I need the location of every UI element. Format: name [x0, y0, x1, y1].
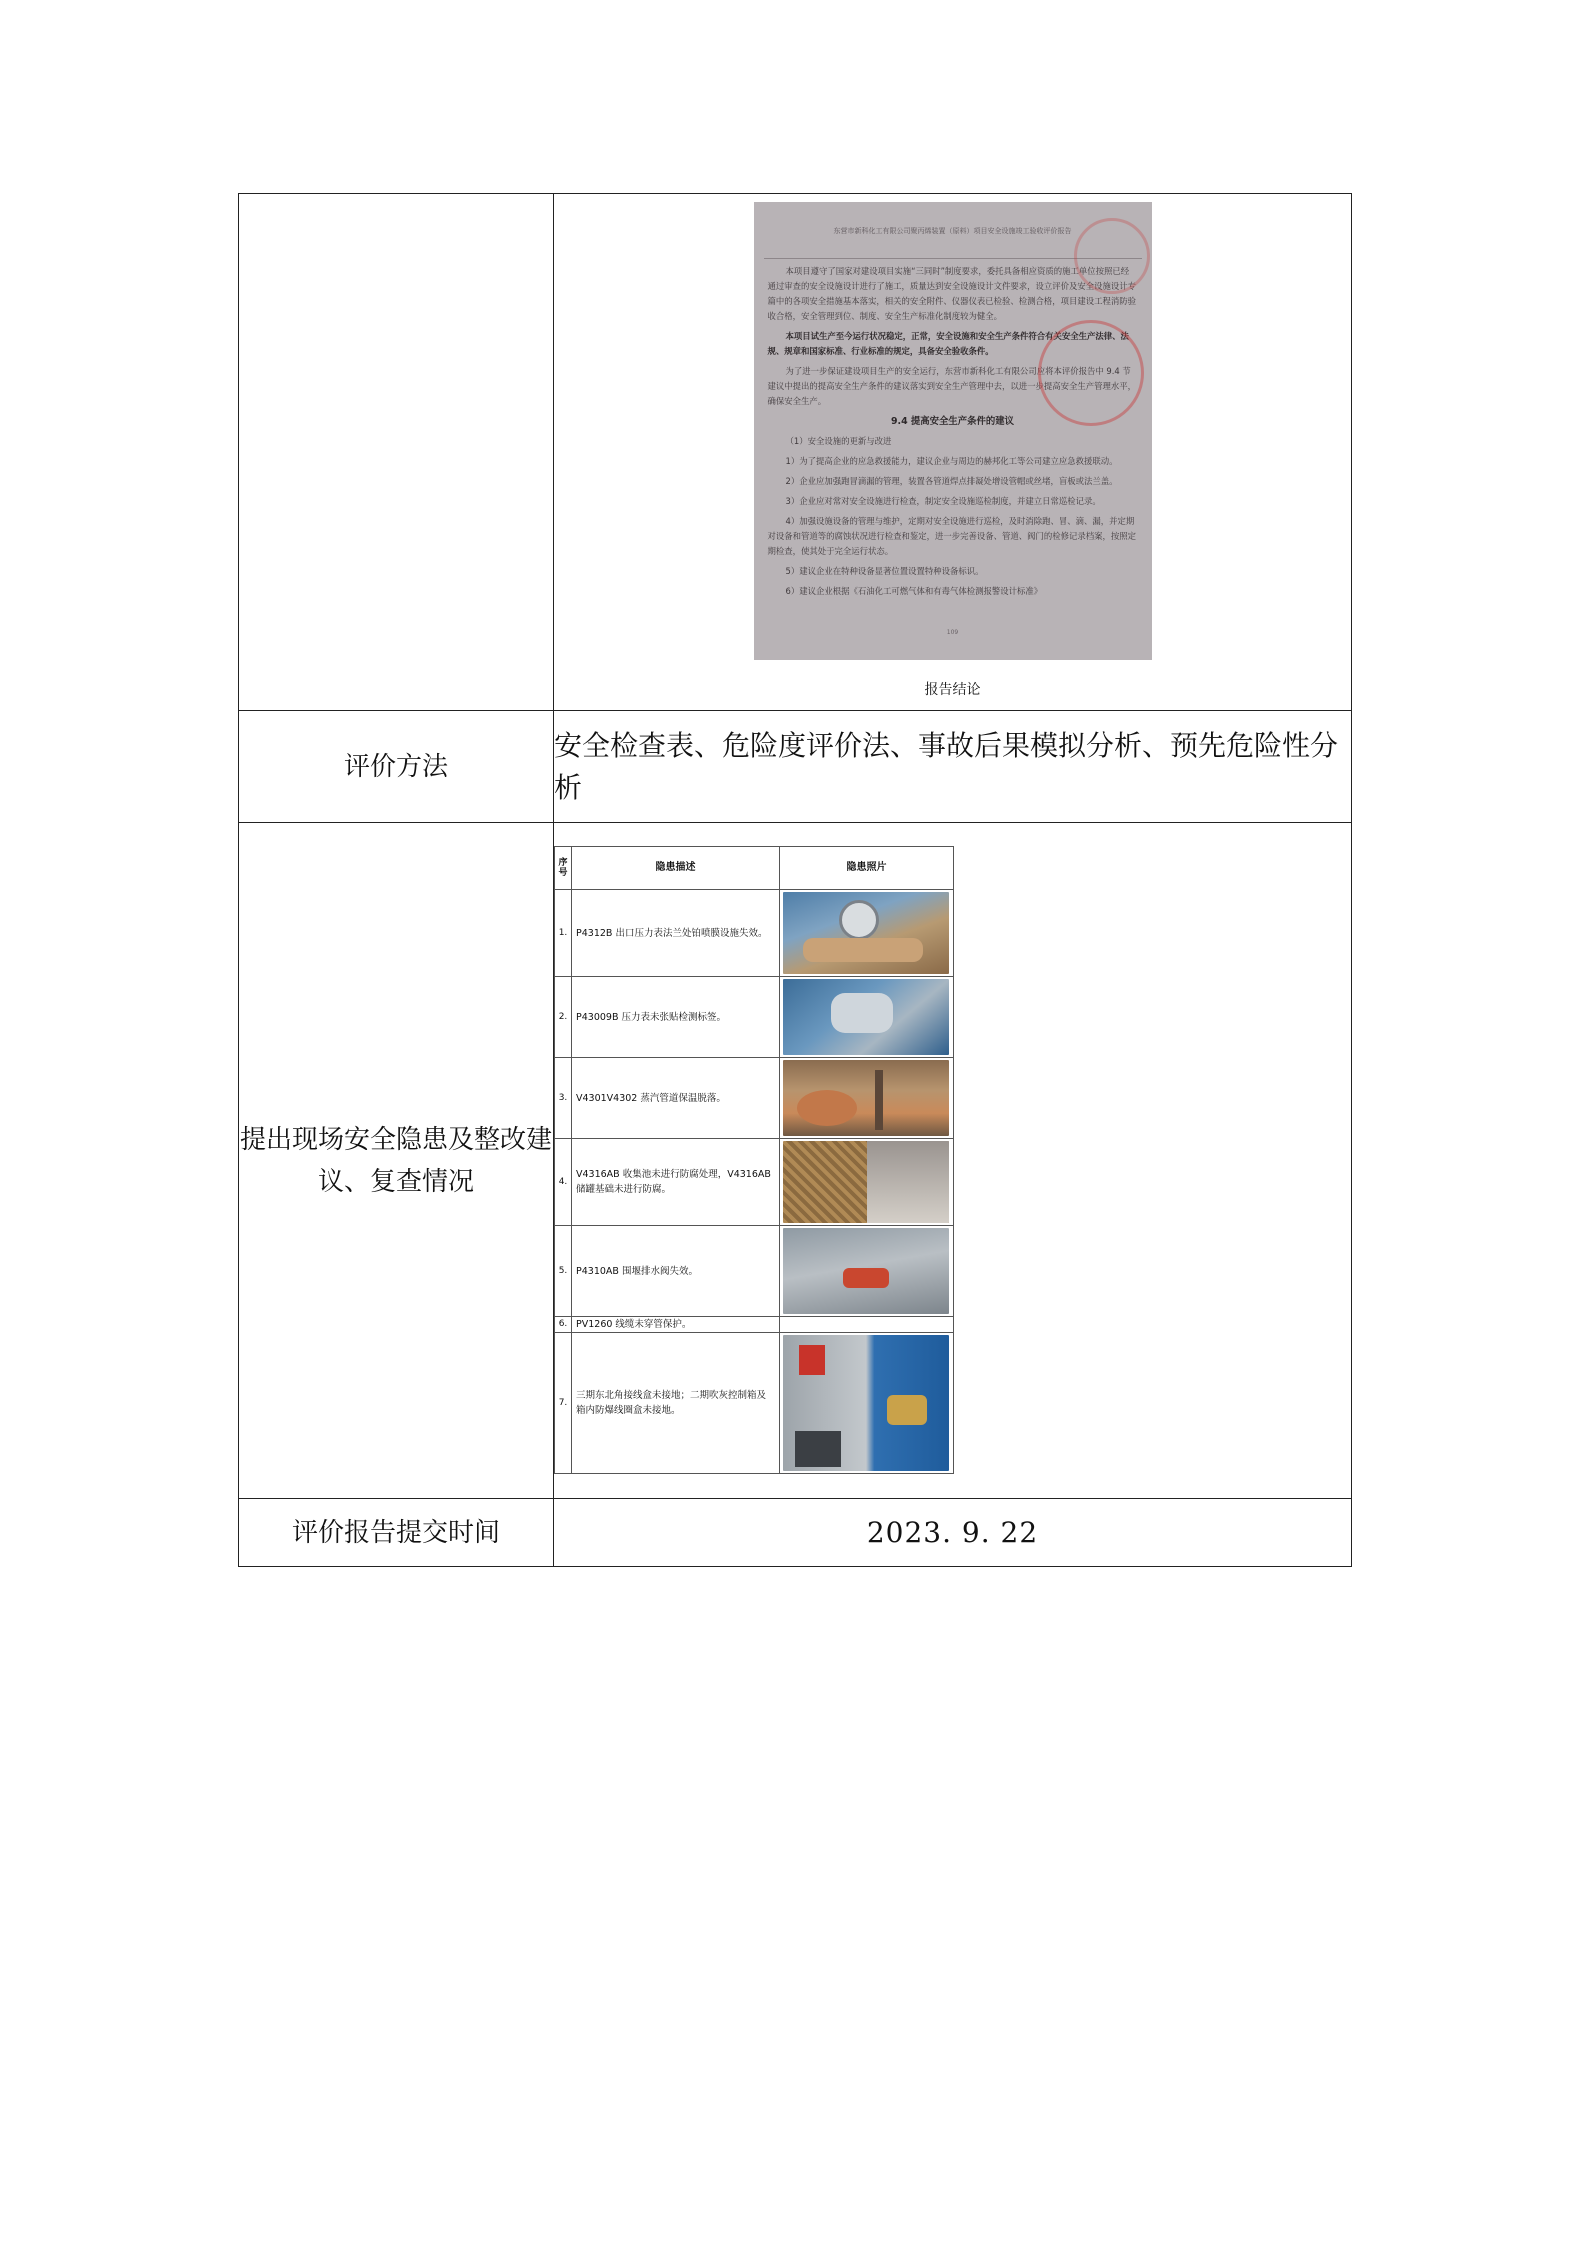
row-label: 提出现场安全隐患及整改建议、复查情况 [239, 823, 554, 1499]
hazard-photo-cell [780, 1333, 954, 1474]
hazard-no: 2. [555, 977, 572, 1058]
hazard-photo-cell [780, 890, 954, 977]
hazard-photo-cell [780, 977, 954, 1058]
row-label: 评价方法 [239, 711, 554, 823]
hazard-photo-cell [780, 1226, 954, 1317]
scan-section-title: 9.4 提高安全生产条件的建议 [891, 416, 1014, 427]
hazard-no: 4. [555, 1139, 572, 1226]
hazard-row [555, 1317, 954, 1333]
hazard-photo-cell [780, 1139, 954, 1226]
scan-item: （1）安全设施的更新与改进 [785, 436, 892, 446]
hazard-no: 6. [555, 1317, 572, 1333]
hazard-photo [783, 979, 949, 1055]
report-table [238, 193, 1352, 1567]
scan-paragraph: 为了进一步保证建设项目生产的安全运行，东营市新科化工有限公司应将本评价报告中 9.4 节建议中提出的提高安全生产条件的建议落实到安全生产管理中去，以进一步提高安全生产管理水平，确保安全生产。 [767, 366, 1136, 406]
hazard-row [555, 977, 954, 1058]
row-hazards [239, 823, 1352, 1499]
stamp-seal [1074, 218, 1150, 294]
image-caption: 报告结论 [924, 682, 981, 698]
hazard-row [555, 1058, 954, 1139]
scan-item: 3）企业应对常对安全设施进行检查，制定安全设施巡检制度，并建立日常巡检记录。 [785, 496, 1101, 506]
hazard-desc: P4312B 出口压力表法兰处铂喷膜设施失效。 [572, 890, 780, 977]
hazard-photo [783, 892, 949, 974]
row-label: 评价报告提交时间 [239, 1499, 554, 1567]
hazards-table [554, 846, 954, 1474]
hazard-desc: 三期东北角接线盒未接地；二期吹灰控制箱及箱内防爆线圈盒未接地。 [572, 1333, 780, 1474]
hazard-header-desc: 隐患描述 [572, 847, 780, 890]
hazard-photo [783, 1060, 949, 1136]
hazard-photo [783, 1141, 949, 1223]
hazard-desc: PV1260 线缆未穿管保护。 [572, 1317, 780, 1333]
scan-item: 2）企业应加强跑冒滴漏的管理，装置各管道焊点排凝处增设管帽或丝堵，盲板或法兰盖。 [785, 476, 1118, 486]
hazard-no: 5. [555, 1226, 572, 1317]
hazard-photo-cell [780, 1317, 954, 1333]
hazards-cell [554, 823, 1352, 1499]
hazard-desc: V4301V4302 蒸汽管道保温脱落。 [572, 1058, 780, 1139]
scan-item: 6）建议企业根据《石油化工可燃气体和有毒气体检测报警设计标准》 [785, 586, 1043, 596]
evaluation-method-value: 安全检查表、危险度评价法、事故后果模拟分析、预先危险性分析 [554, 711, 1352, 823]
row-submission-date [239, 1499, 1352, 1567]
hazard-row [555, 1139, 954, 1226]
hazard-desc: P4310AB 围堰排水阀失效。 [572, 1226, 780, 1317]
hazard-row [555, 890, 954, 977]
hazard-header-photo: 隐患照片 [780, 847, 954, 890]
hazard-photo-cell [780, 1058, 954, 1139]
scan-paragraph: 本项目遵守了国家对建设项目实施“三同时”制度要求，委托具备相应资质的施工单位按照已经通过审查的安全设施设计进行了施工，质量达到安全设施设计文件要求，设立评价及安全设施设计专篇中的各项安全措施基本落实，相关的安全附件、仪器仪表已检验、检测合格，项目建设工程消防验收合格，安全管理到位、制度、安全生产标准化制度较为健全。 [767, 266, 1136, 321]
report-scan-image [754, 202, 1152, 660]
scan-paragraph: 本项目试生产至今运行状况稳定，正常，安全设施和安全生产条件符合有关安全生产法律、法规、规章和国家标准、行业标准的规定，具备安全验收条件。 [767, 331, 1129, 356]
submission-date-value: 2023. 9. 22 [554, 1499, 1352, 1567]
scan-item: 5）建议企业在特种设备显著位置设置特种设备标识。 [785, 566, 984, 576]
scan-item: 4）加强设施设备的管理与维护，定期对安全设施进行巡检，及时消除跑、冒、滴、漏，并定期对设备和管道等的腐蚀状况进行检查和鉴定，进一步完善设备、管道、阀门的检修记录档案，按照定期检查，使其处于完全运行状态。 [767, 516, 1136, 556]
scan-item: 1）为了提高企业的应急救援能力，建议企业与周边的赫邦化工等公司建立应急救援联动。 [785, 456, 1118, 466]
hazard-header-no: 序号 [555, 847, 572, 890]
scan-page-number: 109 [946, 629, 959, 636]
row-label [239, 194, 554, 711]
report-conclusion-cell [554, 194, 1352, 711]
hazard-photo [783, 1228, 949, 1314]
hazard-desc: P43009B 压力表未张贴检测标签。 [572, 977, 780, 1058]
stamp-seal [1038, 320, 1144, 426]
hazard-row [555, 1226, 954, 1317]
hazard-no: 3. [555, 1058, 572, 1139]
scan-header: 东营市新科化工有限公司聚丙烯装置（原料）项目安全设施竣工验收评价报告 [764, 202, 1142, 259]
hazard-no: 1. [555, 890, 572, 977]
hazard-photo [783, 1335, 949, 1471]
hazard-desc: V4316AB 收集池未进行防腐处理，V4316AB 储罐基础未进行防腐。 [572, 1139, 780, 1226]
row-report-conclusion [239, 194, 1352, 711]
hazard-row [555, 1333, 954, 1474]
row-evaluation-method [239, 711, 1352, 823]
hazard-no: 7. [555, 1333, 572, 1474]
